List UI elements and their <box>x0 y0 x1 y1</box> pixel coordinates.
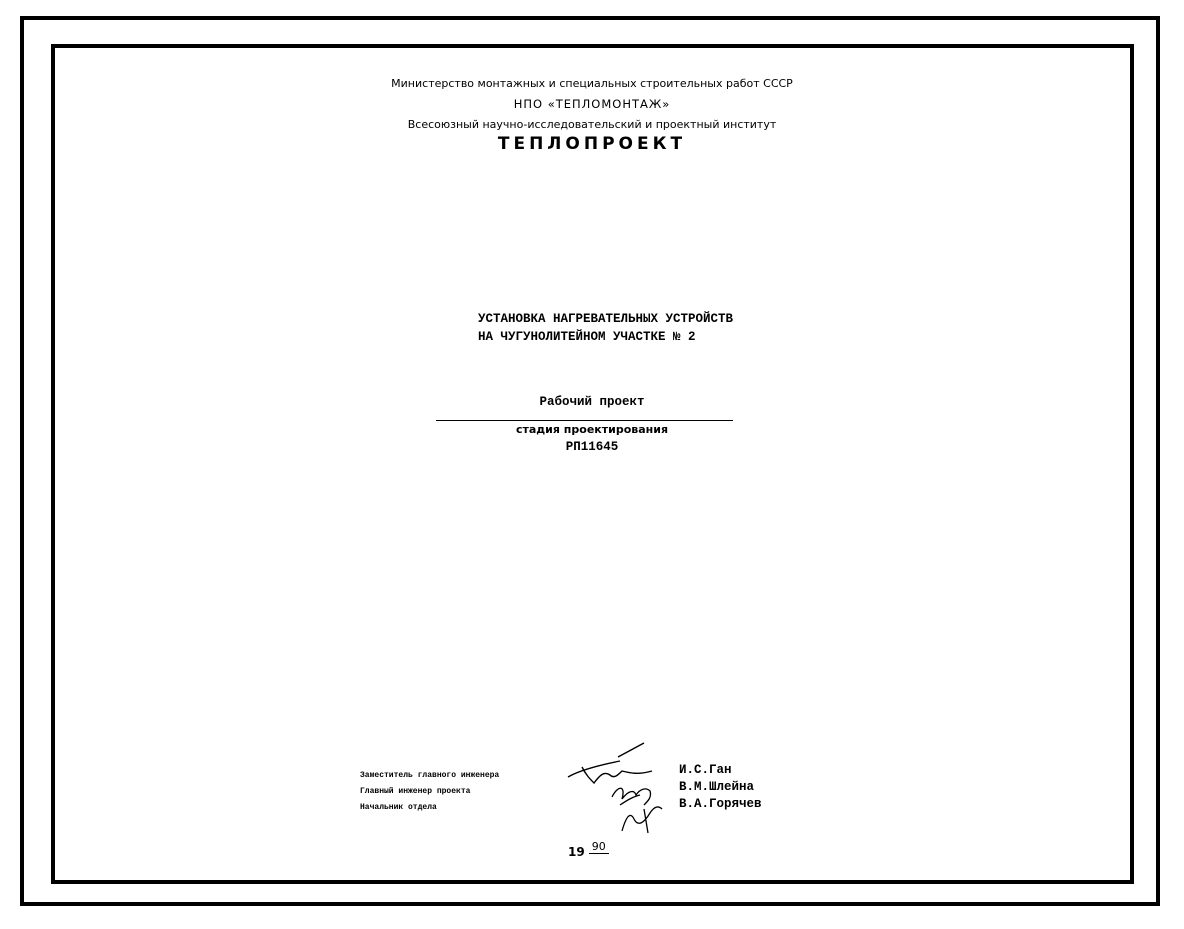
institute-name: ТЕПЛОПРОЕКТ <box>497 134 687 154</box>
divider-rule <box>436 420 733 421</box>
role-chief-project-engineer: Главный инженер проекта <box>360 787 471 796</box>
npo-line: НПО «ТЕПЛОМОНТАЖ» <box>513 97 671 111</box>
name-gan: И.С.Ган <box>679 763 732 777</box>
signatory-names <box>679 762 762 813</box>
name-goryachev: В.А.Горячев <box>679 797 762 811</box>
project-type: Рабочий проект <box>539 395 645 409</box>
project-code: РП11645 <box>565 440 619 454</box>
year-prefix: 19 <box>568 845 585 859</box>
year-suffix: 90 <box>589 840 609 854</box>
stage-label: стадия проектирования <box>515 423 669 436</box>
document-title <box>478 310 733 346</box>
name-shleina: В.М.Шлейна <box>679 780 755 794</box>
institute-line: Всесоюзный научно-исследовательский и проектный институт <box>407 118 777 131</box>
role-deputy-chief-engineer: Заместитель главного инженера <box>360 771 500 780</box>
role-department-head: Начальник отдела <box>360 803 437 812</box>
handwritten-signatures <box>560 735 680 835</box>
signatory-roles <box>360 768 499 816</box>
ministry-line: Министерство монтажных и специальных строительных работ СССР <box>391 77 793 90</box>
title-line-1: УСТАНОВКА НАГРЕВАТЕЛЬНЫХ УСТРОЙСТВ <box>478 312 734 326</box>
year-line <box>568 840 609 860</box>
title-line-2: НА ЧУГУНОЛИТЕЙНОМ УЧАСТКЕ № 2 <box>478 330 696 344</box>
